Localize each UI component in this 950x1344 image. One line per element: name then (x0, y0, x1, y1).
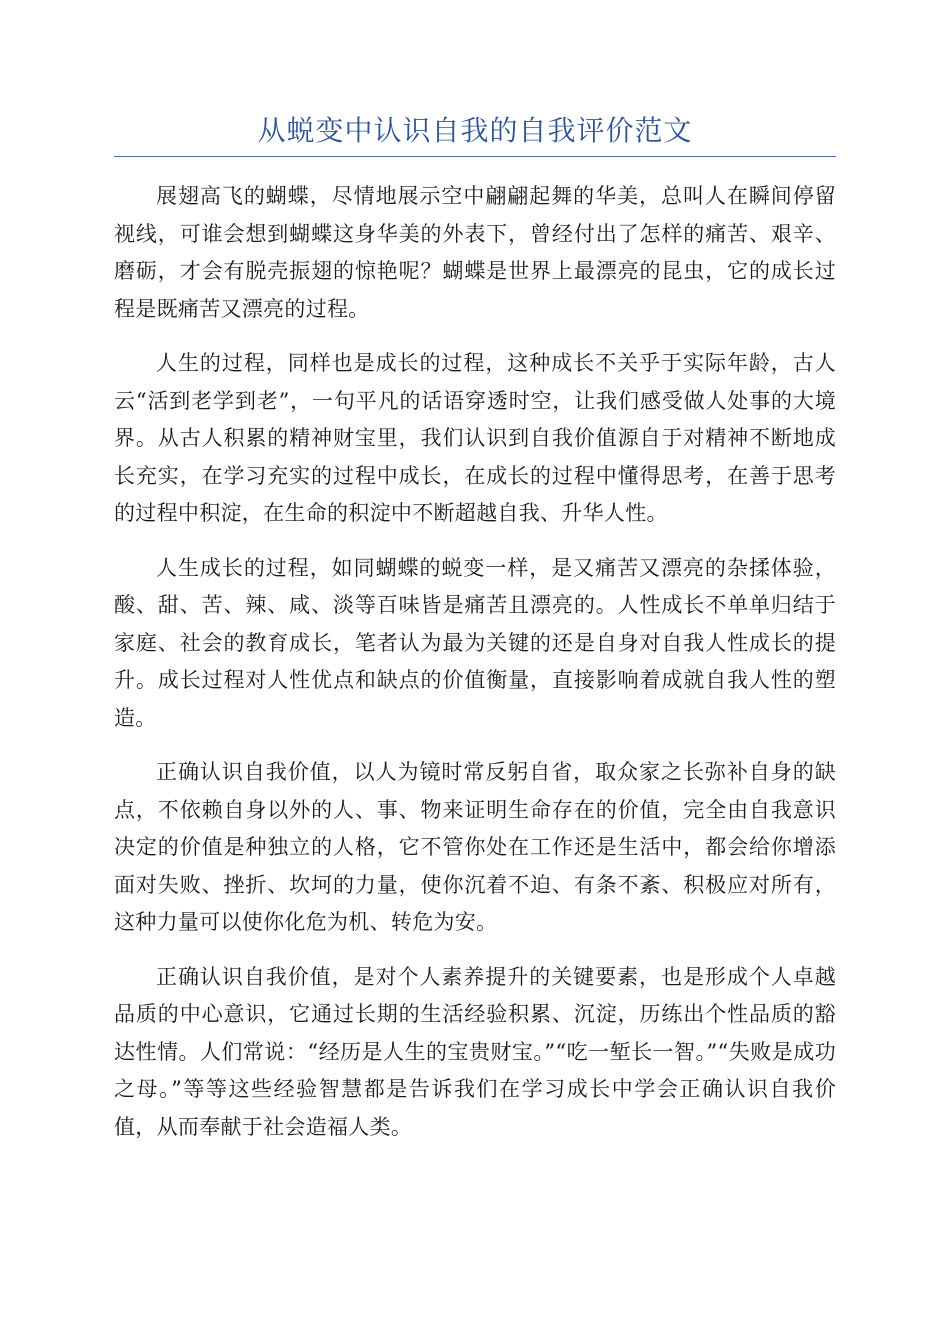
paragraph: 正确认识自我价值，以人为镜时常反躬自省，取众家之长弥补自身的缺点，不依赖自身以外的人、事、物来证明生命存在的价值，完全由自我意识决定的价值是种独立的人格，它不管你处在工作还是生活中，都会给你增添面对失败、挫折、坎坷的力量，使你沉着不迫、有条不紊、积极应对所有，这种力量可以使你化危为机、转危为安。 (114, 760, 836, 934)
document-title: 从蜕变中认识自我的自我评价范文 (257, 114, 693, 147)
paragraph: 人生的过程，同样也是成长的过程，这种成长不关乎于实际年龄，古人云“活到老学到老”，一句平凡的话语穿透时空，让我们感受做人处事的大境界。从古人积累的精神财宝里，我们认识到自我价值源自于对精神不断地成长充实，在学习充实的过程中成长，在成长的过程中懂得思考，在善于思考的过程中积淀，在生命的积淀中不断超越自我、升华人性。 (114, 351, 836, 525)
paragraph: 人生成长的过程，如同蝴蝶的蜕变一样，是又痛苦又漂亮的杂揉体验，酸、甜、苦、辣、咸、淡等百味皆是痛苦且漂亮的。人性成长不单单归结于家庭、社会的教育成长，笔者认为最为关键的还是自身对自我人性成长的提升。成长过程对人性优点和缺点的价值衡量，直接影响着成就自我人性的塑造。 (114, 555, 836, 730)
paragraph: 展翅高飞的蝴蝶，尽情地展示空中翩翩起舞的华美，总叫人在瞬间停留视线，可谁会想到蝴蝶这身华美的外表下，曾经付出了怎样的痛苦、艰辛、磨砺，才会有脱壳振翅的惊艳呢？蝴蝶是世界上最漂亮的昆虫，它的成长过程是既痛苦又漂亮的过程。 (114, 184, 836, 321)
document-body (114, 178, 836, 1163)
title-block (114, 108, 836, 157)
paragraph: 正确认识自我价值，是对个人素养提升的关键要素，也是形成个人卓越品质的中心意识，它通过长期的生活经验积累、沉淀，历练出个性品质的豁达性情。人们常说：“经历是人生的宝贵财宝。”“吃一堑长一智。”“失败是成功之母。”等等这些经验智慧都是告诉我们在学习成长中学会正确认识自我价值，从而奉献于社会造福人类。 (114, 964, 836, 1139)
